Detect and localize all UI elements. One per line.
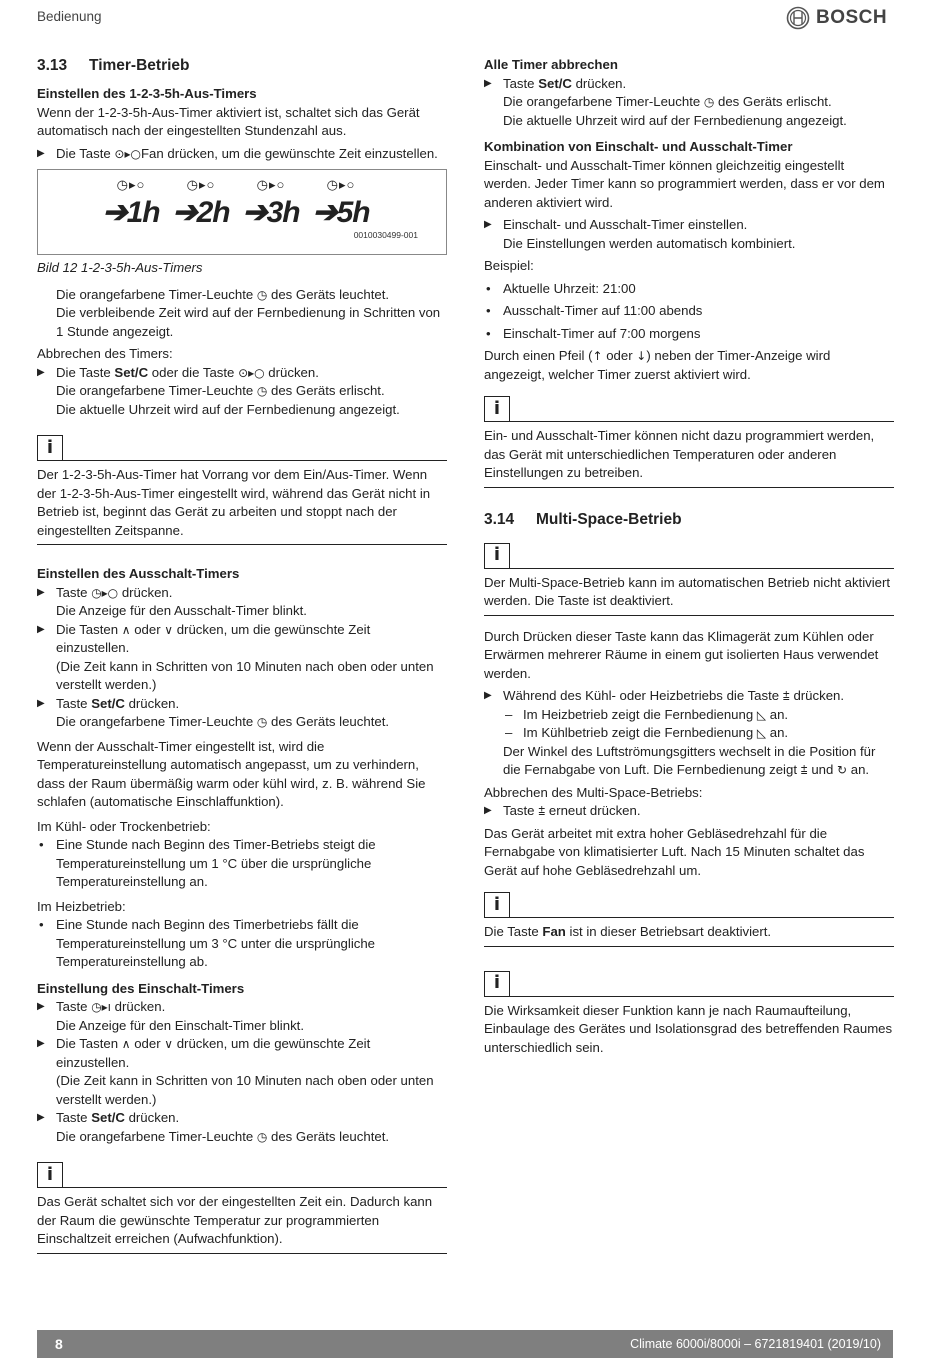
- instruction-step: ▶ Taste Set/C drücken.: [37, 1109, 447, 1128]
- instruction-step: ▶ Die Tasten ∧ oder ∨ drücken, um die gewünschte Zeit einzustellen.: [37, 1035, 447, 1072]
- timer-display-cell: ◷▸○ ➔1h: [96, 176, 166, 231]
- chevron-down-icon: ∨: [164, 622, 174, 637]
- bullet-item: • Eine Stunde nach Beginn des Timerbetriebs fällt die Temperatureinstellung um 3 °C unter die ursprüngliche Temperatureinstellung ab.: [37, 916, 447, 972]
- swirl-icon: ↻: [837, 763, 848, 777]
- info-box: [37, 431, 447, 545]
- instruction-step: ▶ Taste ◷▸ı drücken.: [37, 998, 447, 1017]
- paragraph: Wenn der 1-2-3-5h-Aus-Timer aktiviert ist, schaltet sich das Gerät automatisch nach der eingestellten Stundenzahl aus.: [37, 104, 420, 138]
- figure-id: 0010030499-001: [353, 229, 418, 240]
- timer-off-icon: ◷▸○: [116, 177, 146, 192]
- info-box: [37, 1158, 447, 1254]
- paragraph: Das Gerät arbeitet mit extra hoher Gebläsedrehzahl für die Fernabgabe von klimatisierter Luft. Nach 15 Minuten schaltet das Gerät auf hohe Gebläsedrehzahl um.: [484, 825, 865, 878]
- left-column: [37, 56, 447, 1254]
- instruction-result: Die Einstellungen werden automatisch kombiniert.: [503, 235, 796, 251]
- info-text: Der 1-2-3-5h-Aus-Timer hat Vorrang vor dem Ein/Aus-Timer. Wenn der 1-2-3-5h-Aus-Timer eingestellt wird, während das Gerät nicht in Betrieb ist, beginnt das Gerät zu arbeiten und stoppt nach der eingestellten Zeitspanne.: [37, 461, 447, 545]
- instruction-result: Der Winkel des Luftströmungsgitters wechselt in die Position für die Fernabgabe von Luft. Die Fernbedienung zeigt ⩲ und ↻ an.: [484, 743, 894, 780]
- timer-lamp-icon: ◷: [256, 715, 268, 729]
- dash-item: – Im Heizbetrieb zeigt die Fernbedienung ◺ an.: [484, 706, 894, 725]
- arrow-up-icon: ↑: [592, 349, 603, 363]
- info-box: [484, 967, 894, 1062]
- timer-off-icon: ◷▸○: [91, 585, 119, 600]
- info-icon: i: [484, 971, 510, 997]
- instruction-step: ▶ Taste Set/C drücken.: [484, 75, 894, 94]
- paragraph: Durch einen Pfeil (↑ oder ↓) neben der Timer-Anzeige wird angezeigt, welcher Timer zuerst aktiviert wird.: [484, 348, 831, 382]
- timer-off-icon: ◷▸○: [186, 177, 216, 192]
- header-section-label: Bedienung: [37, 9, 102, 24]
- info-icon: i: [484, 892, 510, 918]
- bosch-armature-icon: [786, 6, 810, 30]
- brand-name: BOSCH: [816, 6, 888, 28]
- instruction-result: Die aktuelle Uhrzeit wird auf der Fernbedienung angezeigt.: [56, 401, 400, 417]
- instruction-step: ▶ Die Taste ⊙▸○Fan drücken, um die gewünschte Zeit einzustellen.: [37, 145, 447, 164]
- chevron-up-icon: ∧: [121, 622, 131, 637]
- multi-space-icon: ⩲: [782, 689, 790, 703]
- timer-on-icon: ◷▸ı: [91, 1000, 112, 1014]
- instruction-step: ▶ Während des Kühl- oder Heizbetriebs die Taste ⩲ drücken.: [484, 687, 894, 706]
- timer-off-icon: ◷▸○: [326, 177, 356, 192]
- instruction-step: ▶ Die Taste Set/C oder die Taste ⊙▸○ drücken.: [37, 364, 447, 383]
- section-heading-3-13: 3.13 Timer-Betrieb: [37, 57, 190, 74]
- bosch-logo: [786, 6, 887, 30]
- instruction-step: ▶ Taste Set/C drücken.: [37, 695, 447, 714]
- right-column: [484, 56, 894, 1061]
- timer-lamp-icon: ◷: [256, 384, 268, 398]
- instruction-result: Die orangefarbene Timer-Leuchte ◷ des Geräts erlischt.: [484, 93, 894, 112]
- paragraph: Beispiel:: [484, 258, 534, 273]
- info-box: [484, 392, 894, 488]
- figure-caption: Bild 12 1-2-3-5h-Aus-Timers: [37, 260, 203, 275]
- paragraph: Abbrechen des Multi-Space-Betriebs:: [484, 784, 703, 800]
- multi-space-icon: ⩲: [538, 804, 546, 818]
- timer-lamp-icon: ◷: [256, 287, 268, 302]
- info-icon: i: [37, 435, 63, 461]
- instruction-step: ▶ Taste ◷▸○ drücken.: [37, 584, 447, 603]
- paragraph: Abbrechen des Timers:: [37, 346, 173, 361]
- page-footer: [37, 1330, 893, 1358]
- bullet-item: • Aktuelle Uhrzeit: 21:00: [484, 280, 894, 299]
- subheading-cancel-all: Alle Timer abbrechen: [484, 57, 618, 72]
- instruction-result: (Die Zeit kann in Schritten von 10 Minuten nach oben oder unten verstellt werden.): [56, 1073, 434, 1107]
- instruction-result: Die orangefarbene Timer-Leuchte ◷ des Geräts leuchtet.: [37, 286, 447, 305]
- chevron-up-icon: ∧: [121, 1037, 131, 1051]
- bullet-item: • Einschalt-Timer auf 7:00 morgens: [484, 325, 894, 344]
- document-id: Climate 6000i/8000i – 6721819401 (2019/10): [630, 1336, 881, 1351]
- instruction-result: (Die Zeit kann in Schritten von 10 Minuten nach oben oder unten verstellt werden.): [56, 658, 434, 692]
- arrow-down-icon: ↓: [636, 349, 647, 363]
- paragraph: Durch Drücken dieser Taste kann das Klimagerät zum Kühlen oder Erwärmen mehrerer Räume in einem gut isolierten Haus verwendet werden.: [484, 628, 879, 681]
- multi-space-icon: ⩲: [800, 763, 808, 777]
- timer-off-icon: ◷▸○: [256, 177, 286, 192]
- paragraph: Wenn der Ausschalt-Timer eingestellt ist, wird die Temperatureinstellung automatisch angepasst, um zu verhindern, dass der Raum übermäßig warm oder kühl wird, z. B. während Sie schlafen (automatische Einschlaffunktion).: [37, 738, 426, 809]
- chevron-down-icon: ∨: [164, 1037, 174, 1051]
- timer-display-cell: ◷▸○ ➔2h: [166, 176, 236, 231]
- subheading-off-timer: Einstellen des Ausschalt-Timers: [37, 566, 240, 581]
- subheading-on-timer: Einstellung des Einschalt-Timers: [37, 980, 245, 996]
- heat-mode-icon: ◺: [756, 707, 767, 722]
- bullet-item: • Eine Stunde nach Beginn des Timer-Betriebs steigt die Temperatureinstellung um 1 °C über die ursprüngliche Temperatureinstellung an.: [37, 836, 447, 892]
- timer-display-figure: [37, 169, 447, 255]
- timer-display-cell: ◷▸○ ➔5h: [306, 176, 376, 231]
- instruction-result: Die Anzeige für den Einschalt-Timer blinkt.: [56, 1017, 304, 1033]
- timer-lamp-icon: ◷: [256, 1129, 268, 1144]
- instruction-result: Die orangefarbene Timer-Leuchte ◷ des Geräts leuchtet.: [37, 1128, 447, 1147]
- paragraph: Im Kühl- oder Trockenbetrieb:: [37, 818, 211, 834]
- section-heading-3-14: 3.14 Multi-Space-Betrieb: [484, 510, 682, 528]
- instruction-result: Die orangefarbene Timer-Leuchte ◷ des Geräts erlischt.: [37, 382, 447, 401]
- info-icon: i: [37, 1162, 63, 1188]
- timer-display-cell: ◷▸○ ➔3h: [236, 176, 306, 231]
- bullet-item: • Ausschalt-Timer auf 11:00 abends: [484, 302, 894, 321]
- info-box: [484, 888, 894, 947]
- info-text: Ein- und Ausschalt-Timer können nicht dazu programmiert werden, das Gerät mit unterschiedlichen Temperaturen oder anderen Einstellungen zu betreiben.: [484, 422, 894, 488]
- info-icon: i: [484, 396, 510, 422]
- info-box: [484, 539, 894, 616]
- page-number: 8: [55, 1335, 63, 1352]
- paragraph: Einschalt- und Ausschalt-Timer können gleichzeitig eingestellt werden. Jeder Timer kann so programmiert werden, dass er vor dem anderen aktiviert wird.: [484, 157, 885, 210]
- info-text: Die Wirksamkeit dieser Funktion kann je nach Raumaufteilung, Einbaulage des Gerätes und Isolationsgrad des betreffenden Raumes unterschiedlich sein.: [484, 1002, 893, 1055]
- cool-mode-icon: ◺: [756, 726, 767, 740]
- instruction-result: Die Anzeige für den Ausschalt-Timer blinkt.: [56, 603, 307, 618]
- timer-lamp-icon: ◷: [703, 95, 715, 109]
- dash-item: – Im Kühlbetrieb zeigt die Fernbedienung ◺ an.: [484, 724, 894, 743]
- instruction-result: Die aktuelle Uhrzeit wird auf der Fernbedienung angezeigt.: [503, 112, 847, 128]
- instruction-step: ▶ Die Tasten ∧ oder ∨ drücken, um die gewünschte Zeit einzustellen.: [37, 621, 447, 658]
- subheading-combination: Kombination von Einschalt- und Ausschalt-Timer: [484, 139, 793, 154]
- timer-1235h-icon: ⊙▸○: [114, 146, 141, 161]
- instruction-step: ▶ Taste ⩲ erneut drücken.: [484, 802, 894, 821]
- instruction-result: Die orangefarbene Timer-Leuchte ◷ des Geräts leuchtet.: [37, 713, 447, 732]
- timer-1235h-icon: ⊙▸○: [238, 365, 265, 380]
- info-icon: i: [484, 543, 510, 569]
- instruction-result: Die verbleibende Zeit wird auf der Fernbedienung in Schritten von 1 Stunde angezeigt.: [56, 305, 441, 339]
- paragraph: Im Heizbetrieb:: [37, 898, 126, 914]
- instruction-step: ▶ Einschalt- und Ausschalt-Timer einstellen.: [484, 216, 894, 235]
- subheading-1235h: Einstellen des 1-2-3-5h-Aus-Timers: [37, 86, 257, 101]
- info-text: Der Multi-Space-Betrieb kann im automatischen Betrieb nicht aktiviert werden. Die Taste ist deaktiviert.: [484, 569, 894, 616]
- info-text: Das Gerät schaltet sich vor der eingestellten Zeit ein. Dadurch kann der Raum die gewünschte Temperatur zur programmierten Einschaltzeit erreichen (Aufwachfunktion).: [37, 1188, 447, 1254]
- info-text: Die Taste Fan ist in dieser Betriebsart deaktiviert.: [484, 918, 894, 947]
